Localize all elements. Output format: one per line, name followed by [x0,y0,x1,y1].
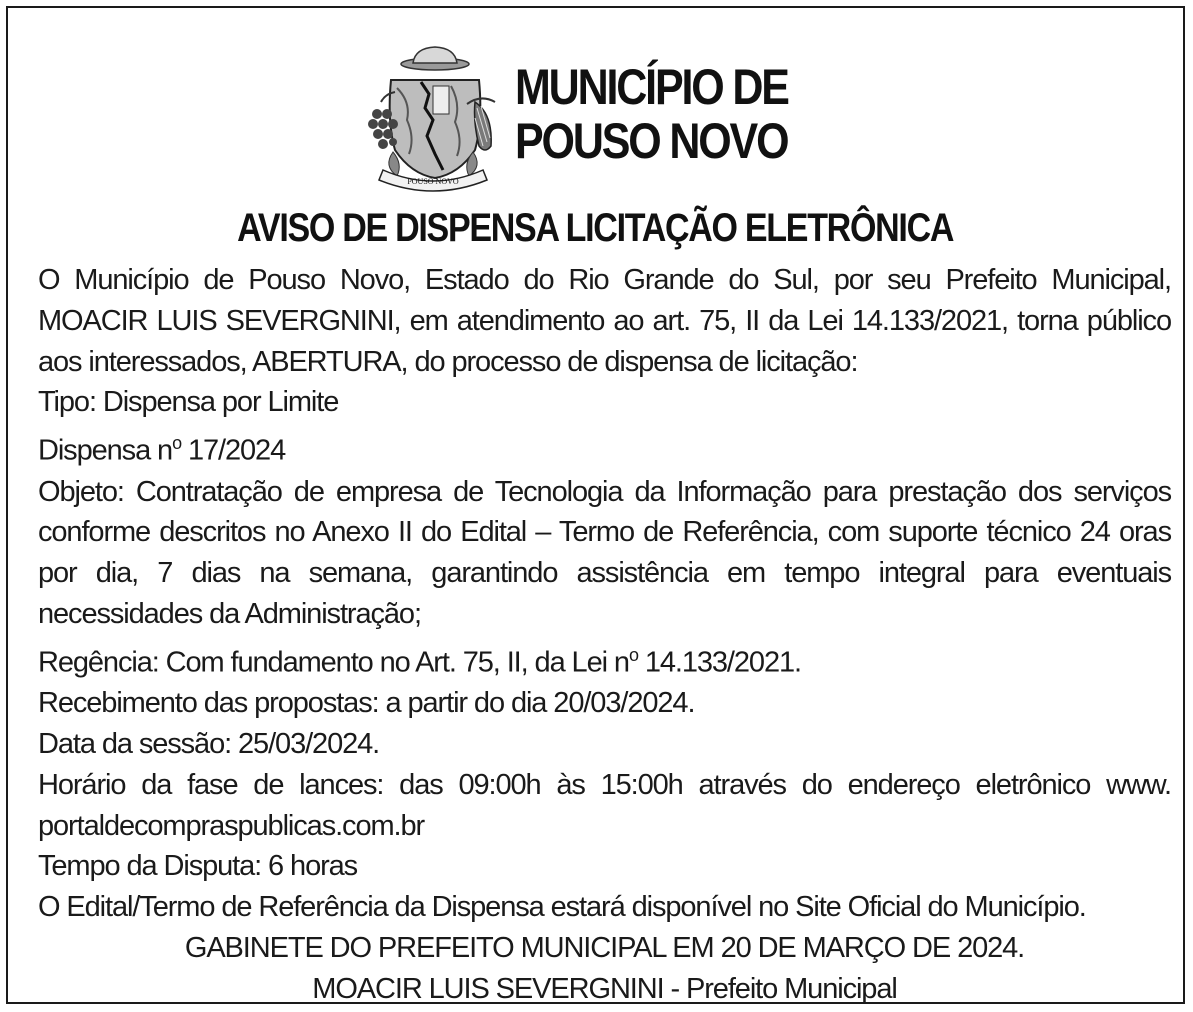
gabinete-line: GABINETE DO PREFEITO MUNICIPAL EM 20 DE MARÇO DE 2024. [184,932,1025,965]
municipal-coat-of-arms-icon [363,42,503,192]
dispensa-line [38,423,1171,471]
regencia-line [38,635,1171,683]
regencia-suffix: 14.133/2021. [637,646,801,679]
edital-line: O Edital/Termo de Referência da Dispensa estará disponível no Site Oficial do Município. [38,891,1086,924]
municipality-title-line2: POUSO NOVO [515,113,788,169]
dispensa-prefix: Dispensa n [38,434,173,467]
municipality-title [515,60,788,168]
regencia-prefix: Regência: Com fundamento no Art. 75, II, da Lei n [38,646,629,679]
notice-body [38,260,1171,1010]
notice-title-text: AVISO DE DISPENSA LICITAÇÃO ELETRÔNICA [237,206,954,250]
signature-line: MOACIR LUIS SEVERGNINI - Prefeito Municipal [312,972,897,1005]
svg-text:POUSO NOVO: POUSO NOVO [407,177,459,186]
municipality-title-line1: MUNICÍPIO DE [515,59,788,115]
ordinal-marker: o [628,644,638,665]
tempo-disputa-line: Tempo da Disputa: 6 horas [38,850,358,883]
notice-frame [6,6,1185,1004]
dispensa-number: 17/2024 [181,434,286,467]
notice-title [8,204,1183,252]
header [363,42,863,192]
objeto-paragraph: Objeto: Contratação de empresa de Tecnologia da Informação para prestação dos serviços conforme descritos no Anexo II do Edital – Termo de Referência, com suporte técnico 24 oras por dia, 7 dias na semana, garantindo assistência em tempo integral para eventuais necessidades da Administração; [38,475,1171,631]
tipo-line: Tipo: Dispensa por Limite [38,386,339,419]
data-sessao-line: Data da sessão: 25/03/2024. [38,728,380,761]
intro-paragraph: O Município de Pouso Novo, Estado do Rio Grande do Sul, por seu Prefeito Municipal, MOACIR LUIS SEVERGNINI, em atendimento ao art. 75, II da Lei 14.133/2021, torna público aos interessados, ABERTURA, do processo de dispensa de licitação: [38,264,1171,378]
ordinal-marker: o [172,433,182,454]
horario-paragraph: Horário da fase de lances: das 09:00h às 15:00h através do endereço eletrônico www. portaldecompraspublicas.com.br [38,768,1171,842]
recebimento-line: Recebimento das propostas: a partir do dia 20/03/2024. [38,687,695,720]
